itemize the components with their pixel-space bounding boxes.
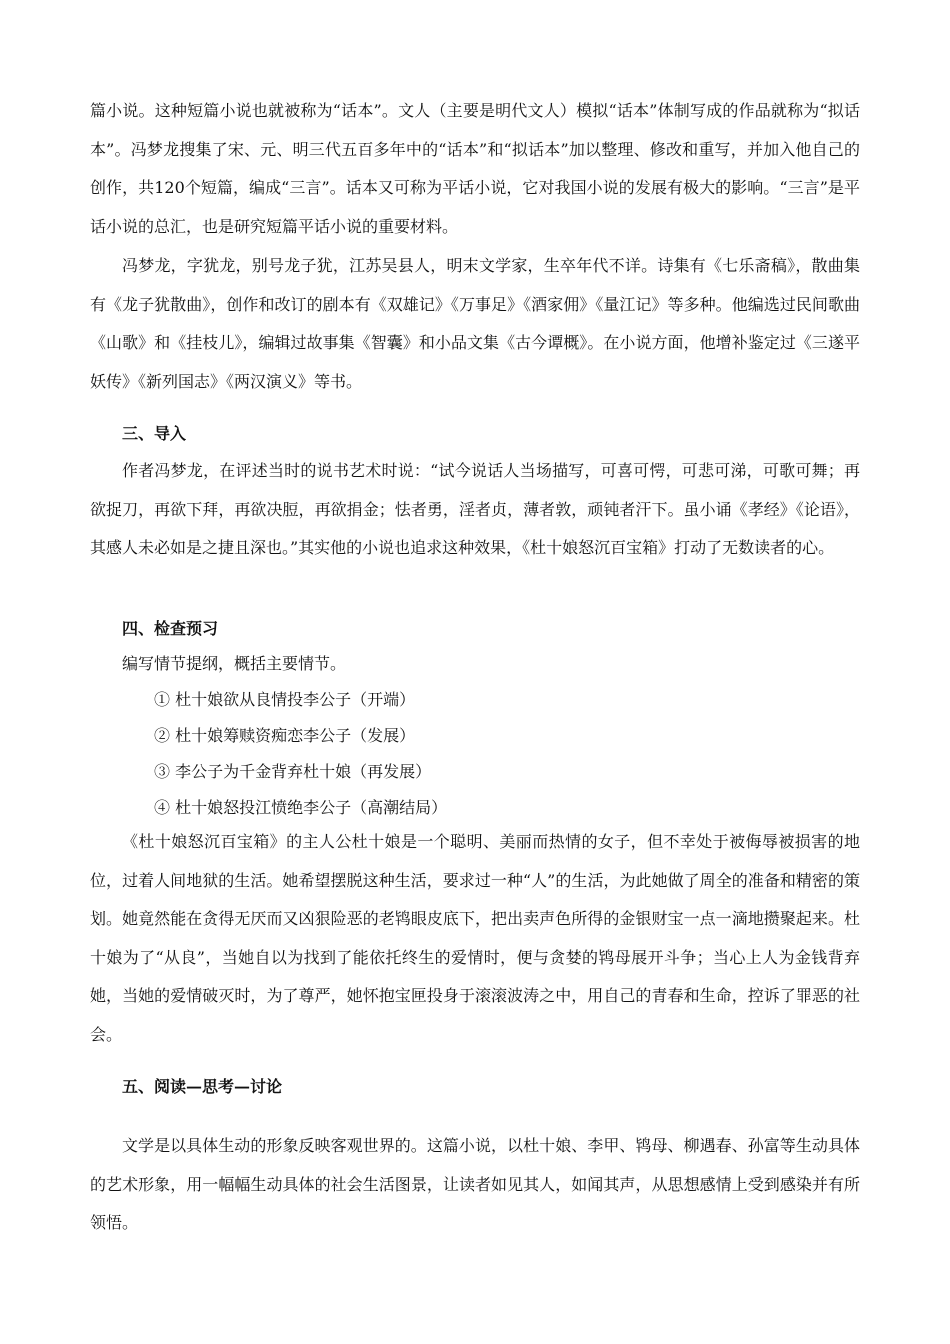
paragraph-character-analysis: 《杜十娘怒沉百宝箱》的主人公杜十娘是一个聪明、美丽而热情的女子，但不幸处于被侮辱被损害的地位，过着人间地狱的生活。她希望摆脱这种生活，要求过一种“人”的生活，为此她做了周全的准备和精密的策划。她竟然能在贪得无厌而又凶狠险恶的老鸨眼皮底下，把出卖声色所得的金银财宝一点一滴地攒聚起来。杜十娘为了“从良”，当她自以为找到了能依托终生的爱情时，便与贪婪的鸨母展开斗争；当心上人为金钱背弃她，当她的爱情破灭时，为了尊严，她怀抱宝匣投身于滚滚波涛之中，用自己的青春和生命，控诉了罪恶的社会。 [90,832,860,1044]
paragraph-intro-continued: 篇小说。这种短篇小说也就被称为“话本”。文人（主要是明代文人）模拟“话本”体制写成的作品就称为“拟话本”。冯梦龙搜集了宋、元、明三代五百多年中的“话本”和“拟话本”加以整理、修改和重写，并加入他自己的创作，共120个短篇，编成“三言”。话本又可称为平话小说，它对我国小说的发展有极大的影响。“三言”是平话小说的总汇，也是研究短篇平话小说的重要材料。 [90,101,860,236]
paragraph-author-bio: 冯梦龙，字犹龙，别号龙子犹，江苏吴县人，明末文学家，生卒年代不详。诗集有《七乐斋稿》，散曲集有《龙子犹散曲》，创作和改订的剧本有《双雄记》《万事足》《酒家佣》《量江记》等多种。他编选过民间歌曲《山歌》和《挂枝儿》，编辑过故事集《智囊》和小品文集《古今谭概》。在小说方面，他增补鉴定过《三遂平妖传》《新列国志》《两汉演义》等书。 [90,256,860,391]
plot-item-4: ④ 杜十娘怒投江愤绝李公子（高潮结局） [154,798,448,817]
paragraph-intro-quote: 作者冯梦龙，在评述当时的说书艺术时说：“试今说话人当场描写，可喜可愕，可悲可涕，可歌可舞；再欲捉刀，再欲下拜，再欲决脰，再欲捐金；怯者勇，淫者贞，薄者敦，顽钝者汗下。虽小诵《孝经》《论语》，其感人未必如是之捷且深也。”其实他的小说也追求这种效果，《杜十娘怒沉百宝箱》打动了无数读者的心。 [90,461,860,557]
plot-item-2: ② 杜十娘筹赎资痴恋李公子（发展） [154,726,416,745]
preview-instruction: 编写情节提纲，概括主要情节。 [122,654,347,673]
plot-item-1: ① 杜十娘欲从良情投李公子（开端） [154,690,416,709]
paragraph-literature-note: 文学是以具体生动的形象反映客观世界的。这篇小说，以杜十娘、李甲、鸨母、柳遇春、孙富等生动具体的艺术形象，用一幅幅生动具体的社会生活图景，让读者如见其人，如闻其声，从思想感情上受到感染并有所领悟。 [90,1136,860,1232]
heading-section-3: 三、导入 [122,424,187,443]
heading-section-4: 四、检查预习 [122,619,219,638]
heading-section-5: 五、阅读—思考—讨论 [122,1077,283,1096]
plot-item-3: ③ 李公子为千金背弃杜十娘（再发展） [154,762,432,781]
